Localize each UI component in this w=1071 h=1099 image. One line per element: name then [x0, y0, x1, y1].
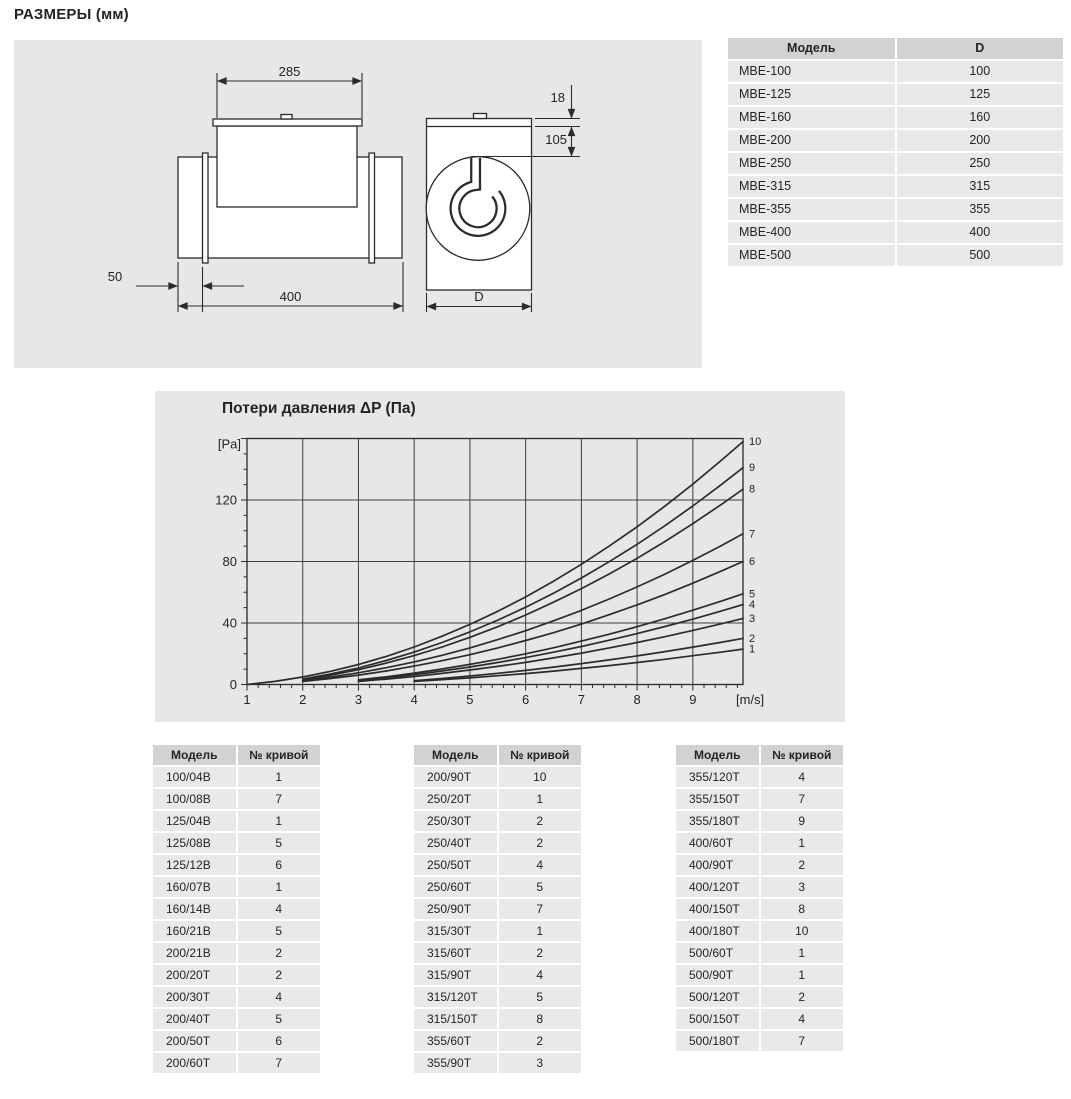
curve-number-label: 7 [749, 528, 756, 541]
table-cell: 1 [238, 811, 321, 831]
curve-number-label: 9 [749, 462, 756, 475]
table-cell: 6 [238, 855, 321, 875]
table-cell: 200 [897, 130, 1064, 151]
table-cell: 500/60T [676, 943, 759, 963]
table-cell: 500/90T [676, 965, 759, 985]
table-cell: 4 [761, 767, 844, 787]
x-tick-label: 7 [577, 692, 585, 707]
table-cell: 160 [897, 107, 1064, 128]
table-cell: 3 [499, 1053, 582, 1073]
x-tick-label: 3 [354, 692, 363, 707]
table-cell: 2 [238, 965, 321, 985]
dim-label-flange-offset: 50 [107, 269, 123, 284]
table-cell: 200/21B [153, 943, 236, 963]
column-header: D [897, 38, 1064, 59]
dim-label-lid-height: 18 [550, 90, 565, 105]
y-tick-label: 40 [222, 615, 237, 631]
table-cell: 250/40T [414, 833, 497, 853]
side-lid-handle [474, 114, 487, 119]
table-cell: 200/60T [153, 1053, 236, 1073]
curve-number-label: 5 [749, 588, 756, 601]
table-cell: 2 [761, 855, 844, 875]
table-cell: 315/60T [414, 943, 497, 963]
table-cell: 5 [238, 921, 321, 941]
table-cell: 2 [499, 811, 582, 831]
terminal-box-lid [213, 119, 362, 126]
dim-label-top-width: 285 [278, 64, 301, 79]
side-view [426, 114, 531, 291]
table-cell: 355/90T [414, 1053, 497, 1073]
curve-table-2 [414, 745, 581, 1073]
curve-table-3 [676, 745, 843, 1051]
x-tick-label: 1 [243, 692, 251, 707]
table-cell: 500/150T [676, 1009, 759, 1029]
page-heading: РАЗМЕРЫ (мм) [14, 6, 129, 23]
table-cell: 400/180T [676, 921, 759, 941]
table-cell: 400/120T [676, 877, 759, 897]
dimensions-panel [14, 40, 702, 368]
curve-number-label: 1 [749, 643, 756, 656]
table-cell: 7 [499, 899, 582, 919]
x-tick-label: 8 [633, 692, 641, 707]
column-header: Модель [414, 745, 497, 765]
column-header: Модель [676, 745, 759, 765]
table-cell: 125/04B [153, 811, 236, 831]
curve-number-label: 8 [749, 483, 756, 496]
table-cell: 1 [238, 877, 321, 897]
table-cell: 160/21B [153, 921, 236, 941]
table-cell: 160/07B [153, 877, 236, 897]
table-cell: 125 [897, 84, 1064, 105]
table-cell: 1 [238, 767, 321, 787]
table-cell: 250/60T [414, 877, 497, 897]
table-cell: 355/180T [676, 811, 759, 831]
table-cell: MBE-315 [728, 176, 895, 197]
table-cell: 100/04B [153, 767, 236, 787]
table-cell: MBE-100 [728, 61, 895, 82]
table-cell: 355/60T [414, 1031, 497, 1051]
dimension-drawing [14, 40, 702, 368]
table-cell: 5 [238, 1009, 321, 1029]
table-cell: 315/90T [414, 965, 497, 985]
table-cell: 400 [897, 222, 1064, 243]
table-cell: MBE-355 [728, 199, 895, 220]
table-cell: 125/08B [153, 833, 236, 853]
table-cell: 355/150T [676, 789, 759, 809]
table-cell: 400/90T [676, 855, 759, 875]
table-cell: 315/30T [414, 921, 497, 941]
left-collar [203, 153, 209, 263]
table-cell: 4 [499, 855, 582, 875]
table-cell: 7 [761, 1031, 844, 1051]
column-header: Модель [728, 38, 895, 59]
x-tick-label: 6 [522, 692, 530, 707]
table-cell: 4 [238, 899, 321, 919]
table-cell: 160/14B [153, 899, 236, 919]
table-cell: MBE-160 [728, 107, 895, 128]
table-cell: MBE-400 [728, 222, 895, 243]
chart-title: Потери давления ΔP (Па) [222, 400, 416, 417]
column-header: Модель [153, 745, 236, 765]
model-diameter-table [728, 38, 1063, 266]
y-axis-unit-label: [Pa] [217, 436, 241, 452]
lid-handle [281, 115, 292, 120]
table-cell: 500/180T [676, 1031, 759, 1051]
column-header: № кривой [761, 745, 844, 765]
table-cell: MBE-250 [728, 153, 895, 174]
right-collar [369, 153, 375, 263]
x-axis-unit-label: [m/s] [736, 692, 765, 707]
table-cell: 250 [897, 153, 1064, 174]
table-cell: 4 [761, 1009, 844, 1029]
table-cell: 8 [761, 899, 844, 919]
terminal-box [217, 126, 357, 207]
table-cell: 100/08B [153, 789, 236, 809]
pressure-chart-panel [155, 391, 845, 722]
table-cell: 315/150T [414, 1009, 497, 1029]
table-cell: MBE-500 [728, 245, 895, 266]
y-tick-label: 0 [229, 677, 237, 692]
x-tick-label: 4 [410, 692, 418, 707]
table-cell: 200/50T [153, 1031, 236, 1051]
table-cell: 4 [499, 965, 582, 985]
table-cell: 355/120T [676, 767, 759, 787]
y-tick-label: 80 [222, 554, 237, 569]
table-cell: 2 [499, 833, 582, 853]
table-cell: 10 [499, 767, 582, 787]
x-tick-label: 5 [466, 692, 474, 707]
table-cell: 7 [761, 789, 844, 809]
table-cell: 2 [761, 987, 844, 1007]
curve-table-1 [153, 745, 320, 1073]
table-cell: 355 [897, 199, 1064, 220]
curve-number-label: 4 [749, 599, 756, 612]
table-cell: 1 [499, 921, 582, 941]
curve-number-label: 2 [749, 632, 756, 645]
table-cell: 400/150T [676, 899, 759, 919]
table-cell: 1 [499, 789, 582, 809]
table-cell: 9 [761, 811, 844, 831]
table-cell: 4 [238, 987, 321, 1007]
table-cell: 100 [897, 61, 1064, 82]
dim-label-diameter: D [474, 289, 484, 304]
table-cell: 5 [238, 833, 321, 853]
x-tick-label: 2 [299, 692, 307, 707]
table-cell: MBE-125 [728, 84, 895, 105]
table-cell: 200/30T [153, 987, 236, 1007]
y-tick-label: 120 [215, 492, 237, 508]
table-cell: 1 [761, 965, 844, 985]
table-cell: 250/20T [414, 789, 497, 809]
curve-number-label: 3 [749, 612, 756, 625]
table-cell: 8 [499, 1009, 582, 1029]
table-cell: 5 [499, 987, 582, 1007]
table-cell: 200/40T [153, 1009, 236, 1029]
pressure-curve-9 [303, 468, 743, 679]
table-cell: 2 [499, 943, 582, 963]
table-cell: 250/90T [414, 899, 497, 919]
table-cell: 250/30T [414, 811, 497, 831]
curve-number-label: 6 [749, 556, 756, 568]
table-cell: 5 [499, 877, 582, 897]
table-cell: 1 [761, 943, 844, 963]
table-cell: 400/60T [676, 833, 759, 853]
front-view [178, 115, 402, 264]
table-cell: 200/20T [153, 965, 236, 985]
table-cell: 125/12B [153, 855, 236, 875]
dim-label-total-length: 400 [279, 289, 302, 304]
curve-number-label: 10 [749, 436, 762, 449]
table-cell: 500 [897, 245, 1064, 266]
table-cell: 500/120T [676, 987, 759, 1007]
table-cell: 2 [499, 1031, 582, 1051]
table-cell: 3 [761, 877, 844, 897]
pressure-curve-2 [414, 638, 743, 680]
table-cell: 200/90T [414, 767, 497, 787]
table-cell: 2 [238, 943, 321, 963]
table-cell: 7 [238, 1053, 321, 1073]
table-cell: 315 [897, 176, 1064, 197]
table-cell: MBE-200 [728, 130, 895, 151]
dim-label-box-depth: 105 [545, 132, 567, 147]
table-cell: 10 [761, 921, 844, 941]
table-cell: 6 [238, 1031, 321, 1051]
table-cell: 1 [761, 833, 844, 853]
column-header: № кривой [499, 745, 582, 765]
table-cell: 315/120T [414, 987, 497, 1007]
table-cell: 250/50T [414, 855, 497, 875]
pressure-curve-4 [359, 605, 744, 681]
column-header: № кривой [238, 745, 321, 765]
table-cell: 7 [238, 789, 321, 809]
x-tick-label: 9 [689, 692, 697, 707]
pressure-loss-chart [155, 391, 845, 722]
